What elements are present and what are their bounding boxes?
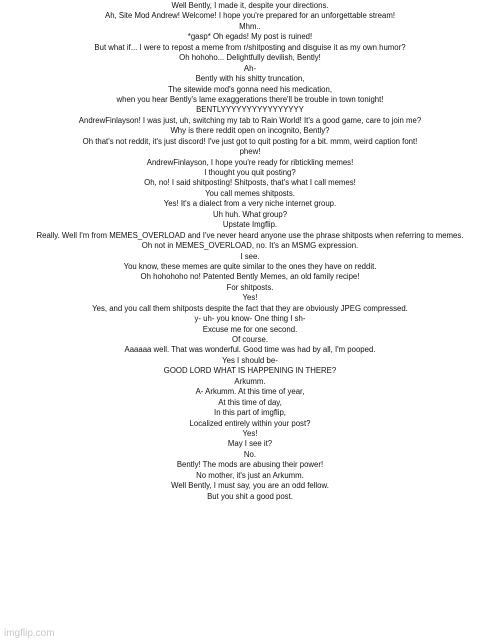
- dialogue-line: Oh, no! I said shitposting! Shitposts, that's what I call memes!: [144, 178, 356, 188]
- dialogue-line: A- Arkumm. At this time of year,: [195, 387, 305, 397]
- dialogue-line: Upstate Imgflip.: [222, 220, 278, 230]
- dialogue-line: No mother, it's just an Arkumm.: [196, 470, 304, 480]
- dialogue-line: I see.: [240, 251, 260, 261]
- dialogue-line: Oh not in MEMES_OVERLOAD, no. It's an MSMG expression.: [141, 241, 359, 251]
- dialogue-line: But what if... I were to repost a meme from r/shitposting and disguise it as my own humor?: [94, 42, 406, 52]
- dialogue-line: The sitewide mod's gonna need his medication,: [167, 84, 333, 94]
- dialogue-line: Bently! The mods are abusing their power!: [176, 460, 324, 470]
- dialogue-line: GOOD LORD WHAT IS HAPPENING IN THERE?: [163, 366, 337, 376]
- dialogue-line: Yes!: [242, 428, 258, 438]
- imgflip-watermark: imgflip.com: [4, 628, 55, 639]
- dialogue-line: For shitposts.: [226, 282, 274, 292]
- dialogue-line: Excuse me for one second.: [202, 324, 298, 334]
- dialogue-line: Mhm..: [239, 21, 261, 31]
- dialogue-line: *gasp* Oh egads! My post is ruined!: [187, 32, 313, 42]
- dialogue-line: Oh hohohoho no! Patented Bently Memes, an old family recipe!: [140, 272, 360, 282]
- dialogue-line: You know, these memes are quite similar to the ones they have on reddit.: [123, 261, 377, 271]
- dialogue-line: You call memes shitposts.: [205, 188, 295, 198]
- dialogue-line: Uh huh. What group?: [212, 209, 288, 219]
- dialogue-line: No.: [243, 449, 257, 459]
- dialogue-line: BENTLYYYYYYYYYYYYYYYY: [196, 105, 304, 115]
- dialogue-line: Yes!: [242, 293, 258, 303]
- dialogue-line: Well Bently, I must say, you are an odd fellow.: [171, 481, 329, 491]
- dialogue-line: Oh hohoho... Delightfully devilish, Bently!: [179, 53, 321, 63]
- dialogue-line: Aaaaaa well. That was wonderful. Good time was had by all, I'm pooped.: [124, 345, 376, 355]
- dialogue-line: when you hear Bently's lame exaggerations there'll be trouble in town tonight!: [116, 94, 384, 104]
- dialogue-line: Why is there reddit open on incognito, Bently?: [170, 126, 330, 136]
- dialogue-line: I thought you quit posting?: [204, 168, 296, 177]
- dialogue-line: AndrewFinlayson! I was just, uh, switching my tab to Rain World! It's a good game, care to join me?: [78, 115, 422, 125]
- dialogue-line: Ah, Site Mod Andrew! Welcome! I hope you're prepared for an unforgettable stream!: [105, 11, 395, 21]
- dialogue-text-block: [0, 1, 500, 502]
- dialogue-line: Yes I should be-: [222, 355, 278, 365]
- dialogue-line: Yes, and you call them shitposts despite the fact that they are obviously JPEG compressed.: [92, 303, 408, 313]
- dialogue-line: Bently with his shitty truncation,: [195, 74, 305, 84]
- dialogue-line: May I see it?: [227, 439, 273, 449]
- dialogue-line: But you shit a good post.: [207, 491, 293, 501]
- dialogue-line: phew!: [239, 147, 261, 157]
- dialogue-line: Really. Well I'm from MEMES_OVERLOAD and I've never heard anyone use the phrase shitposts when referring to memes.: [36, 230, 464, 240]
- dialogue-line: Localized entirely within your post?: [189, 418, 311, 428]
- dialogue-line: Ah-: [243, 63, 257, 73]
- dialogue-line: Oh that's not reddit, it's just discord! I've just got to quit posting for a bit. mmm, weird caption font!: [82, 136, 418, 146]
- dialogue-line: Arkumm.: [234, 376, 266, 386]
- dialogue-line: Well Bently, I made it, despite your directions.: [171, 1, 329, 10]
- dialogue-line: Of course.: [232, 335, 268, 344]
- dialogue-line: In this part of imgflip,: [214, 408, 286, 418]
- dialogue-line: Yes! It's a dialect from a very niche internet group.: [163, 199, 337, 209]
- dialogue-line: At this time of day,: [218, 397, 282, 407]
- dialogue-line: y- uh- you know- One thing I sh-: [194, 314, 306, 324]
- dialogue-line: AndrewFinlayson, I hope you're ready for ribtickling memes!: [146, 157, 354, 167]
